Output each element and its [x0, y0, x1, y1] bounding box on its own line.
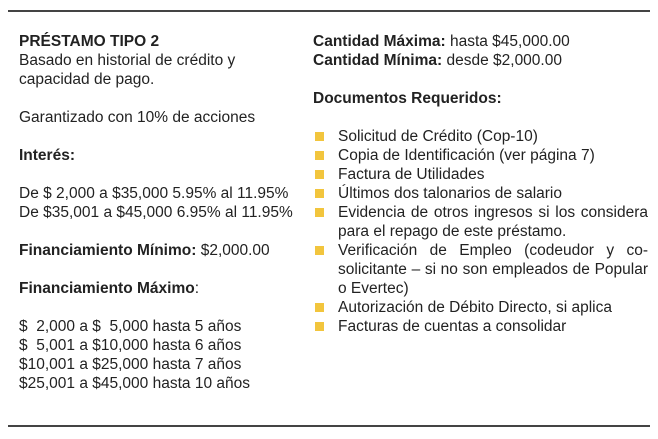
document-text: Verificación de Empleo (codeudor y co-solicitante – si no son empleados de Popular o Evertec) — [338, 242, 648, 297]
bottom-divider — [8, 425, 650, 427]
description-line-2: capacidad de pago. — [19, 71, 155, 88]
max-financing — [19, 279, 309, 298]
min-amount-value: desde $2,000.00 — [442, 52, 562, 69]
document-text: Facturas de cuentas a consolidar — [338, 318, 567, 335]
list-item — [313, 241, 648, 298]
list-item — [313, 146, 648, 165]
max-amount-value: hasta $45,000.00 — [445, 33, 570, 50]
document-text: Factura de Utilidades — [338, 166, 485, 183]
document-text: Evidencia de otros ingresos si los considera para el repago de este préstamo. — [338, 204, 648, 240]
guarantee-text: Garantizado con 10% de acciones — [19, 109, 256, 126]
document-text: Copia de Identificación (ver página 7) — [338, 147, 595, 164]
square-bullet-icon — [315, 189, 324, 198]
loan-title: PRÉSTAMO TIPO 2 — [19, 33, 160, 50]
square-bullet-icon — [315, 246, 324, 255]
term-row: $ 5,001 a $10,000 hasta 6 años — [19, 337, 242, 354]
loan-terms-column — [19, 32, 309, 393]
square-bullet-icon — [315, 303, 324, 312]
document-text: Solicitud de Crédito (Cop-10) — [338, 128, 538, 145]
interest-row: De $ 2,000 a $35,000 5.95% al 11.95% — [19, 185, 289, 202]
documents-list — [313, 127, 648, 336]
square-bullet-icon — [315, 132, 324, 141]
min-financing-value: $2,000.00 — [196, 242, 270, 259]
square-bullet-icon — [315, 151, 324, 160]
documents-heading: Documentos Requeridos: — [313, 90, 502, 107]
term-row: $10,001 a $25,000 hasta 7 años — [19, 356, 242, 373]
min-amount-label: Cantidad Mínima: — [313, 52, 443, 69]
interest-heading: Interés: — [19, 147, 75, 164]
list-item — [313, 203, 648, 241]
description-line-1: Basado en historial de crédito y — [19, 52, 236, 69]
list-item — [313, 317, 648, 336]
min-financing — [19, 241, 309, 260]
list-item — [313, 165, 648, 184]
top-divider — [8, 10, 650, 12]
list-item — [313, 298, 648, 317]
document-text: Autorización de Débito Directo, si aplica — [338, 299, 612, 316]
max-amount — [313, 32, 648, 51]
list-item — [313, 184, 648, 203]
square-bullet-icon — [315, 170, 324, 179]
term-row: $ 2,000 a $ 5,000 hasta 5 años — [19, 318, 242, 335]
square-bullet-icon — [315, 208, 324, 217]
list-item — [313, 127, 648, 146]
max-financing-colon: : — [194, 280, 200, 297]
document-text: Últimos dos talonarios de salario — [338, 185, 562, 202]
requirements-column — [313, 32, 648, 336]
min-amount — [313, 51, 648, 70]
interest-row: De $35,001 a $45,000 6.95% al 11.95% — [19, 204, 293, 221]
max-amount-label: Cantidad Máxima: — [313, 33, 446, 50]
square-bullet-icon — [315, 322, 324, 331]
max-financing-label: Financiamiento Máximo — [19, 280, 195, 297]
min-financing-label: Financiamiento Mínimo: — [19, 242, 197, 259]
term-row: $25,001 a $45,000 hasta 10 años — [19, 375, 250, 392]
